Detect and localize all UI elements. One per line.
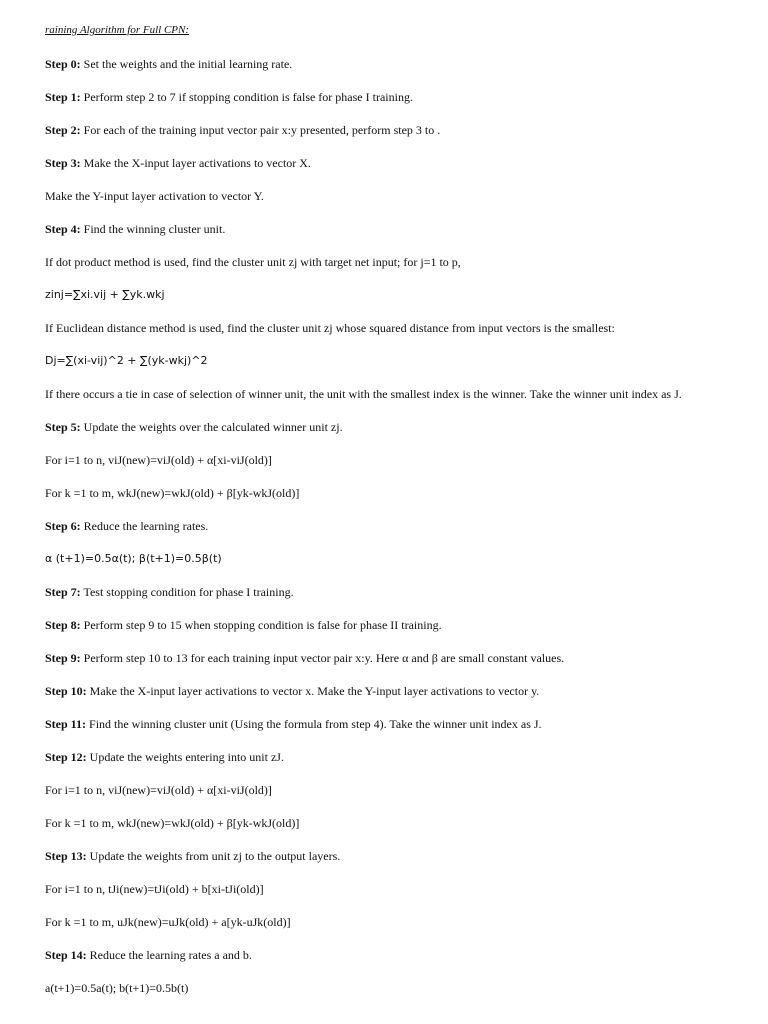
step-label: Step 13:	[45, 849, 87, 863]
step-label: Step 5:	[45, 420, 81, 434]
line-text: Set the weights and the initial learning rate.	[80, 57, 293, 71]
line-text: Update the weights over the calculated winner unit zj.	[80, 420, 343, 434]
step-line	[45, 585, 294, 599]
step-line	[45, 57, 292, 71]
step-line	[45, 519, 208, 533]
step-line	[45, 651, 564, 665]
step-label: Step 10:	[45, 684, 87, 698]
line-text: Test stopping condition for phase I training.	[80, 585, 294, 599]
text-line	[45, 552, 222, 566]
text-line	[45, 486, 299, 500]
step-label: Step 2:	[45, 123, 81, 137]
text-line	[45, 783, 272, 797]
text-line	[45, 816, 299, 830]
step-line	[45, 618, 442, 632]
line-text: Update the weights from unit zj to the output layers.	[86, 849, 341, 863]
line-text: For k =1 to m, wkJ(new)=wkJ(old) + β[yk-wkJ(old)]	[45, 816, 300, 830]
step-label: Step 3:	[45, 156, 81, 170]
line-text: Reduce the learning rates.	[80, 519, 209, 533]
line-text: zinj=∑xi.vij + ∑yk.wkj	[45, 288, 165, 301]
line-text: If dot product method is used, find the cluster unit zj with target net input; for j=1 to p,	[45, 255, 461, 269]
line-text: a(t+1)=0.5a(t); b(t+1)=0.5b(t)	[45, 981, 189, 995]
text-line	[45, 915, 291, 929]
line-text: Make the X-input layer activations to vector x. Make the Y-input layer activations to vector y.	[86, 684, 540, 698]
step-line	[45, 684, 539, 698]
line-text: Perform step 10 to 13 for each training input vector pair x:y. Here α and β are small constant values.	[80, 651, 565, 665]
text-line	[45, 255, 461, 269]
line-text: For k =1 to m, uJk(new)=uJk(old) + a[yk-uJk(old)]	[45, 915, 291, 929]
step-line	[45, 156, 311, 170]
step-label: Step 14:	[45, 948, 87, 962]
line-text: Reduce the learning rates a and b.	[86, 948, 252, 962]
line-text: Perform step 9 to 15 when stopping condition is false for phase II training.	[80, 618, 442, 632]
line-text: Update the weights entering into unit zJ.	[86, 750, 284, 764]
line-text: If Euclidean distance method is used, find the cluster unit zj whose squared distance from input vectors is the smallest:	[45, 321, 615, 335]
line-text: For i=1 to n, viJ(new)=viJ(old) + α[xi-viJ(old)]	[45, 453, 272, 467]
step-label: Step 0:	[45, 57, 81, 71]
line-text: For i=1 to n, tJi(new)=tJi(old) + b[xi-tJi(old)]	[45, 882, 264, 896]
text-line	[45, 387, 682, 401]
text-line	[45, 189, 264, 203]
step-line	[45, 948, 252, 962]
step-line	[45, 90, 413, 104]
text-line	[45, 321, 615, 335]
step-line	[45, 222, 225, 236]
text-line	[45, 981, 188, 995]
step-line	[45, 849, 340, 863]
step-label: Step 1:	[45, 90, 81, 104]
line-text: Make the Y-input layer activation to vector Y.	[45, 189, 264, 203]
step-label: Step 8:	[45, 618, 81, 632]
step-line	[45, 750, 284, 764]
line-text: For i=1 to n, viJ(new)=viJ(old) + α[xi-viJ(old)]	[45, 783, 272, 797]
line-text: Make the X-input layer activations to vector X.	[80, 156, 311, 170]
step-label: Step 11:	[45, 717, 87, 731]
step-label: Step 9:	[45, 651, 81, 665]
line-text: Find the winning cluster unit.	[80, 222, 226, 236]
text-line	[45, 354, 208, 368]
line-text: Dj=∑(xi-vij)^2 + ∑(yk-wkj)^2	[45, 354, 208, 367]
step-label: Step 12:	[45, 750, 87, 764]
line-text: If there occurs a tie in case of selection of winner unit, the unit with the smallest index is the winner. Take the winner unit index as J.	[45, 387, 682, 401]
document-title: raining Algorithm for Full CPN:	[45, 24, 190, 36]
step-line	[45, 123, 440, 137]
text-line	[45, 882, 264, 896]
text-line	[45, 288, 165, 302]
step-line	[45, 420, 343, 434]
step-label: Step 7:	[45, 585, 81, 599]
line-text: For k =1 to m, wkJ(new)=wkJ(old) + β[yk-wkJ(old)]	[45, 486, 300, 500]
step-label: Step 4:	[45, 222, 81, 236]
step-line	[45, 717, 542, 731]
step-label: Step 6:	[45, 519, 81, 533]
line-text: For each of the training input vector pair x:y presented, perform step 3 to .	[80, 123, 441, 137]
line-text: α (t+1)=0.5α(t); β(t+1)=0.5β(t)	[45, 552, 222, 565]
line-text: Find the winning cluster unit (Using the formula from step 4). Take the winner unit index as J.	[86, 717, 542, 731]
text-line	[45, 453, 272, 467]
line-text: Perform step 2 to 7 if stopping condition is false for phase I training.	[80, 90, 413, 104]
